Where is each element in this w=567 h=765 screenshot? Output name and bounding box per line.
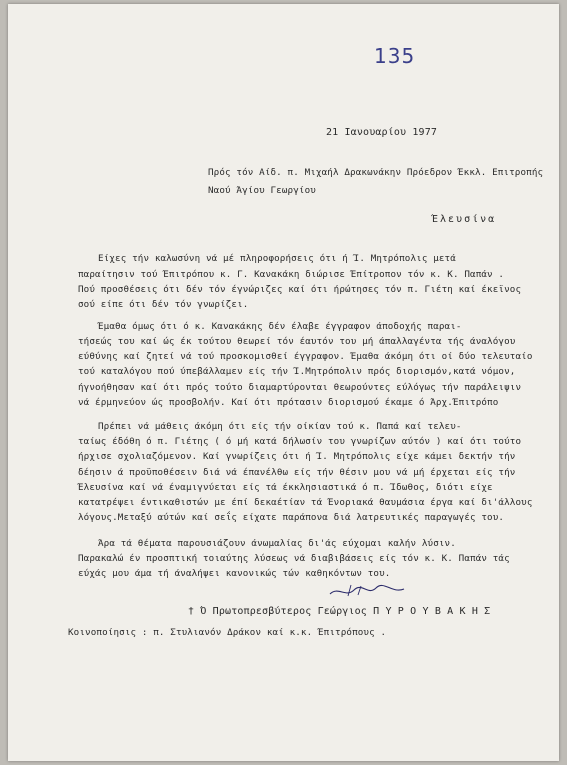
body-line: Παρακαλώ έν προσπτική τοιαύτης λύσεως νά διαβιβάσεις είς τόν κ. Κ. Παπάν τάς (78, 553, 510, 564)
body-line: εύχάς μου άμα τή άναλήψει κανονικώς τών καθηκόντων του. (78, 568, 391, 579)
body-line: Άρα τά θέματα παρουσιάζουν άνωμαλίας δι'άς εύχομαι καλήν λύσιν. (98, 538, 456, 549)
folio-number: 135 (374, 44, 416, 68)
body-line: δέησιν ά προϋποθέσειν διά νά έπανέλθω είς τήν θέσιν μου νά μή έρχεται είς τήν (78, 467, 516, 478)
body-line: Έμαθα όμως ότι ό κ. Κανακάκης δέν έλαβε έγγραφον άποδοχής παραι- (98, 321, 462, 332)
body-line: νά έρμηνεύον ώς προσβολήν. Καί ότι πρότασιν διορισμού έκαμε ό Άρχ.Έπιτρόπο (78, 397, 499, 408)
handwritten-signature (328, 582, 406, 600)
body-line: ήρχισε σχολιαζόμενον. Καί γνωρίζεις ότι ή Ί. Μητρόπολις είχε κάμει δεκτήν τήν (78, 451, 516, 462)
body-line: ταίως έδόθη ό π. Γιέτης ( ό μή κατά δήλωσίν του γνωρίζων αύτόν ) καί ότι τούτο (78, 436, 522, 447)
recipient-line-2: Ναού Άγίου Γεωργίου (208, 185, 316, 196)
body-line: ήγνοήθησαν καί ότι πρός τούτο διαμαρτύρονται θεωρούντες εύλόγως τήν παράλειψιν (78, 382, 522, 393)
body-line: κατατρέψει έντικαθιστών με έπί δεκαέτίαν τά Ένοριακά θαυμάσια έργα καί δι'άλλους (78, 497, 533, 508)
letter-page (8, 4, 559, 761)
body-line: Έλευσίνα καί νά έναμιγνύεται είς τά έκκλησιαστικά ό π. Ίδωθος, διότι είχε (78, 482, 493, 493)
body-line: Πρέπει νά μάθεις άκόμη ότι είς τήν οίκίαν τού κ. Παπά καί τελευ- (98, 421, 462, 432)
signature-name: † Ό Πρωτοπρεσβύτερος Γεώργιος Π Υ Ρ Ο Υ Β Α Κ Η Σ (188, 606, 491, 617)
body-line: εύθύνης καί ζητεί νά τού προσκομισθεί έγγραφον. Έμαθα άκόμη ότι οί δύο τελευταίο (78, 351, 533, 362)
body-line: Είχες τήν καλωσύνη νά μέ πληροφορήσεις ότι ή Ί. Μητρόπολις μετά (98, 253, 456, 264)
place-name: Έλευσίνα (432, 214, 497, 225)
body-line: λόγους.Μεταξύ αύτών καί σεΐς είχατε παράπονα διά λατρευτικές παραγωγές του. (78, 512, 505, 523)
body-line: τού καταλόγου πού ύπεβάλλαμεν είς τήν Ί.Μητρόπολιν πρός διορισμόν,κατά νόμον, (78, 366, 516, 377)
recipient-line-1: Πρός τόν Αίδ. π. Μιχαήλ Δρακωνάκην Πρόεδρον Έκκλ. Επιτροπής (208, 167, 544, 178)
cc-line: Κοινοποίησις : π. Στυλιανόν Δράκον καί κ.κ. Έπιτρόπους . (68, 627, 387, 638)
body-line: παραίτησιν τού Έπιτρόπου κ. Γ. Κανακάκη διώρισε Έπίτροπον τόν κ. Κ. Παπάν . (78, 269, 505, 280)
letter-date: 21 Ιανουαρίου 1977 (326, 127, 438, 138)
body-line: τήσεώς του καί ώς έκ τούτου θεωρεί τόν έαυτόν του μή άπαλλαγέντα τής άναλόγου (78, 336, 516, 347)
body-line: σού είπε ότι δέν τόν γνωρίζει. (78, 299, 249, 310)
body-line: Πού προσθέσεις ότι δέν τόν έγνώριζες καί ότι ήρώτησες τόν π. Γιέτη καί έκεϊνος (78, 284, 522, 295)
